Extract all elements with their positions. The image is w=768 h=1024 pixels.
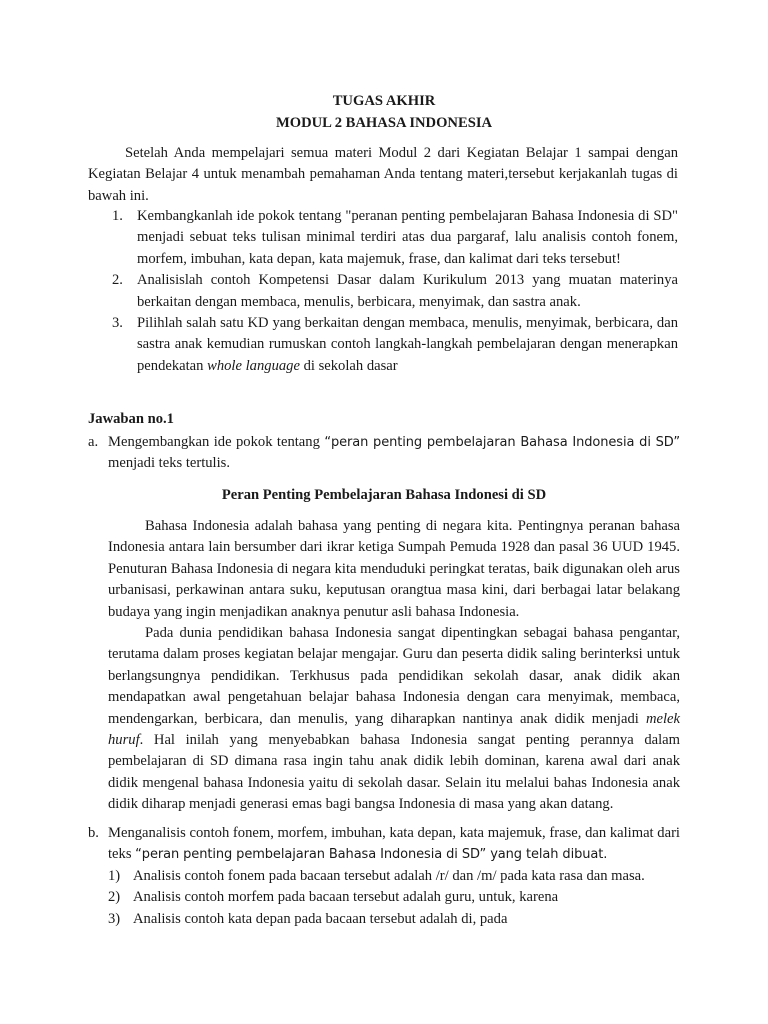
intro-text: Setelah Anda mempelajari semua materi Modul 2 dari Kegiatan Belajar 1 sampai dengan Kegiatan Belajar 4 untuk menambah pemahaman Anda tentang materi,tersebut kerjakanlah tugas di bawah ini.	[88, 145, 678, 204]
list-number: 1)	[108, 867, 121, 884]
list-item-text: Pilihlah salah satu KD yang berkaitan dengan membaca, menulis, menyimak, berbicara, dan sastra anak kemudian rumuskan contoh langkah-langkah pembelajaran dengan menerapkan pendekatan	[137, 315, 678, 374]
essay-body	[108, 516, 680, 816]
essay-paragraph-1: Bahasa Indonesia adalah bahasa yang penting di negara kita. Pentingnya peranan bahasa Indonesia antara lain bersumber dari ikrar ketiga Sumpah Pemuda 1928 dan pasal 36 UUD 1945. Penuturan Bahasa Indonesia di negara kita menduduki peringkat teratas, baik digunakan oleh arus urbanisasi, perkawinan antara suku, keputusan orangtua masa kini, dari berbagai latar belakang budaya yang ingin menjadikan anaknya penutur asli bahasa Indonesia.	[108, 518, 680, 620]
title-line-2: MODUL 2 BAHASA INDONESIA	[275, 114, 493, 131]
italic-term: whole language	[207, 357, 300, 374]
list-number: 1.	[112, 208, 123, 224]
item-marker: b.	[88, 825, 99, 841]
italic-term: melek huruf	[108, 710, 680, 749]
answer-item-a	[88, 432, 680, 475]
item-a-quote: “peran penting pembelajaran Bahasa Indonesia di SD”	[324, 435, 680, 450]
intro-paragraph	[88, 143, 678, 207]
list-item	[108, 887, 680, 908]
list-item	[112, 270, 678, 313]
essay-p2-text: Pada dunia pendidikan bahasa Indonesia sangat dipentingkan sebagai bahasa pengantar, terutama dalam proses kegiatan belajar mengajar. Guru dan peserta didik saling berinterksi untuk berlangsungnya pendidikan. Terkhusus pada pendidikan sekolah dasar, anak didik akan mendapatkan awal pengetahuan belajar bahasa Indonesia dengan cara menyimak, membaca, mendengarkan, berbicara, dan menulis, yang diharapkan nantinya anak didik menjadi	[108, 625, 680, 727]
task-list	[112, 206, 678, 377]
list-item-text-end: di sekolah dasar	[299, 357, 398, 374]
list-number: 3.	[112, 315, 123, 332]
answer-item-b	[88, 823, 680, 930]
essay-title: Peran Penting Pembelajaran Bahasa Indonesi di SD	[221, 487, 547, 503]
list-item	[112, 206, 678, 270]
list-item-text: Kembangkanlah ide pokok tentang "peranan penting pembelajaran Bahasa Indonesia di SD" menjadi sebuat teks tulisan minimal terdiri atas dua pargaraf, lalu analisis contoh fonem, morfem, imbuhan, kata depan, kata majemuk, frase, dan kalimat dari teks tersebut!	[137, 208, 678, 267]
item-b-quote: “peran penting pembelajaran Bahasa Indonesia di SD” yang telah dibuat.	[135, 847, 608, 863]
item-b-text: Menganalisis contoh fonem, morfem, imbuhan, kata depan, kata majemuk, frase, dan kalimat dari teks	[108, 825, 680, 863]
essay-paragraph-2	[108, 623, 680, 816]
answer-heading: Jawaban no.1	[88, 411, 174, 427]
list-item	[108, 909, 680, 930]
list-item-text: Analisis contoh morfem pada bacaan tersebut adalah guru, untuk, karena	[133, 889, 559, 906]
item-a-text: Mengembangkan ide pokok tentang	[108, 434, 325, 450]
essay-p2-text-end: . Hal inilah yang menyebabkan bahasa Indonesia sangat penting perannya dalam pembelajaran di SD dimana rasa ingin tahu anak didik lebih dominan, karena awal dari anak didik mengenal bahasa Indonesia yaitu di sekolah dasar. Selain itu melalui bahas Indonesia anak didik diharap menjadi generasi emas bagi bangsa Indonesia di masa yang akan datang.	[108, 732, 680, 813]
title-line-1: TUGAS AKHIR	[332, 93, 436, 109]
list-item-text: Analisis contoh fonem pada bacaan tersebut adalah /r/ dan /m/ pada kata rasa dan masa.	[133, 867, 645, 884]
list-number: 2.	[112, 272, 123, 289]
document-title	[0, 91, 768, 134]
list-item-text: Analisislah contoh Kompetensi Dasar dalam Kurikulum 2013 yang muatan materinya berkaitan dengan membaca, menulis, berbicara, menyimak, dan sastra anak.	[137, 272, 678, 310]
analysis-list	[108, 866, 680, 930]
list-number: 3)	[108, 910, 121, 927]
item-a-text-end: menjadi teks tertulis.	[108, 455, 230, 472]
list-number: 2)	[108, 889, 121, 906]
list-item-text: Analisis contoh kata depan pada bacaan tersebut adalah di, pada	[133, 910, 508, 927]
item-marker: a.	[88, 434, 99, 450]
list-item	[108, 866, 680, 887]
list-item	[112, 313, 678, 377]
